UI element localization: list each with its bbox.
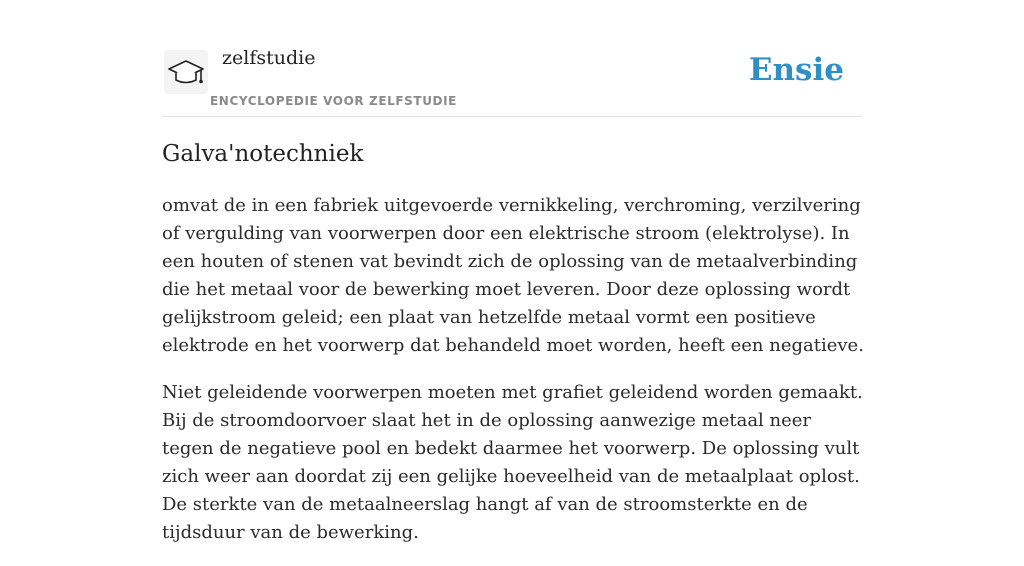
brand-logo[interactable]: Ensie [748, 52, 844, 88]
article-body [162, 192, 868, 566]
site-tagline: ENCYCLOPEDIE VOOR ZELFSTUDIE [210, 94, 457, 108]
article-paragraph: omvat de in een fabriek uitgevoerde vernikkeling, verchroming, verzilvering of vergulding van voorwerpen door een elektrische stroom (elektrolyse). In een houten of stenen vat bevindt zich de oplossing van de metaalverbinding die het metaal voor de bewerking moet leveren. Door deze oplossing wordt gelijkstroom geleid; een plaat van hetzelfde metaal vormt een positieve elektrode en het voorwerp dat behandeld moet worden, heeft een negatieve. [162, 195, 864, 356]
site-header [162, 0, 862, 117]
site-logo[interactable] [164, 50, 208, 94]
article-paragraph: Niet geleidende voorwerpen moeten met grafiet geleidend worden gemaakt. Bij de stroomdoorvoer slaat het in de oplossing aanwezige metaal neer tegen de negatieve pool en bedekt daarmee het voorwerp. De oplossing vult zich weer aan doordat zij een gelijke hoeveelheid van de metaalplaat oplost. De sterkte van de metaalneerslag hangt af van de stroomsterkte en de tijdsduur van de bewerking. [162, 382, 863, 543]
site-name[interactable]: zelfstudie [222, 47, 316, 69]
graduation-cap-icon [168, 58, 204, 88]
article-title: Galva'notechniek [162, 141, 364, 167]
